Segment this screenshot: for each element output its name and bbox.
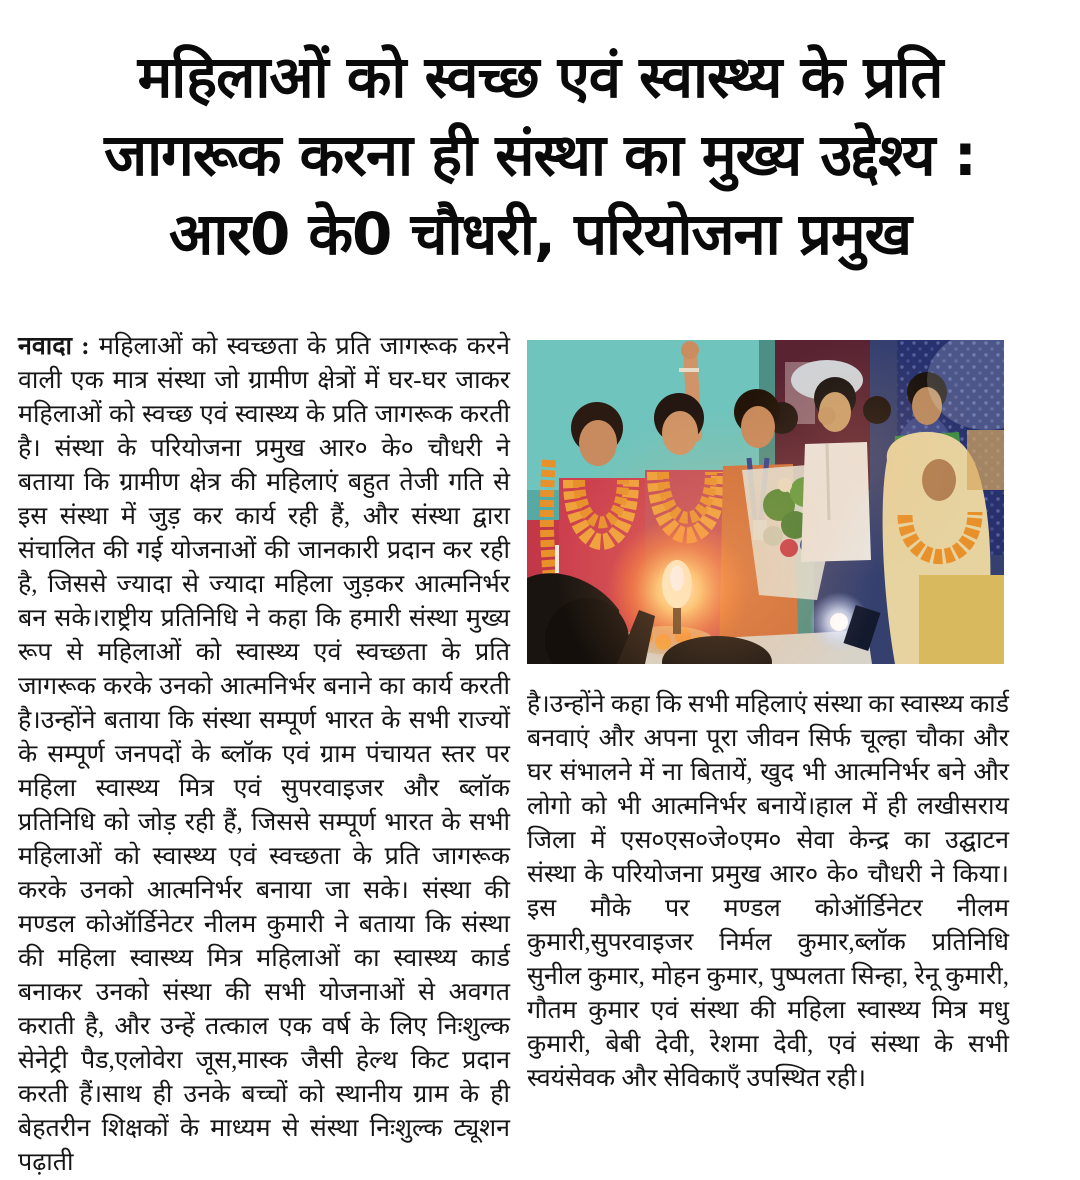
right-column-text: है।उन्होंने कहा कि सभी महिलाएं संस्था का स्वास्थ्य कार्ड बनवाएं और अपना पूरा जीवन सिर्फ चूल्हा चौका और घर संभालने में ना बितायें, खुद भी आत्मनिर्भर बने और लोगो को भी आत्मनिर्भर बनायें।हाल में ही लखीसराय जिला में एस०एस०जे०एम० सेवा केन्द्र का उद्घाटन संस्था के परियोजना प्रमुख आर० के० चौधरी ने किया।इस मौके पर मण्डल कोऑर्डिनेटर नीलम कुमारी,सुपरवाइजर निर्मल कुमार,ब्लॉक प्रतिनिधि सुनील कुमार, मोहन कुमार, पुष्पलता सिन्हा, रेनू कुमारी, गौतम कुमार एवं संस्था की महिला स्वास्थ्य मित्र मधु कुमारी, बेबी देवी, रेशमा देवी, एवं संस्था के सभी स्वयंसेवक और सेविकाएँ उपस्थित रही। xyxy=(527,691,1009,1092)
article-left-column xyxy=(18,330,510,1176)
headline-line-1: महिलाओं को स्वच्छ एवं स्वास्थ्य के प्रति xyxy=(137,43,943,111)
article-right-column xyxy=(527,340,1009,1092)
left-column-text: महिलाओं को स्वच्छता के प्रति जागरूक करने वाली एक मात्र संस्था जो ग्रामीण क्षेत्रों में घर-घर जाकर महिलाओं को स्वच्छ एवं स्वास्थ्य के प्रति जागरूक करती है। संस्था के परियोजना प्रमुख आर० के० चौधरी ने बताया कि ग्रामीण क्षेत्र की महिलाएं बहुत तेजी गति से इस संस्था में जुड़ कर कार्य रही हैं, और संस्था द्वारा संचालित की गई योजनाओं की जानकारी प्रदान कर रही है, जिससे ज्यादा से ज्यादा महिला जुड़कर आत्मनिर्भर बन सके।राष्ट्रीय प्रतिनिधि ने कहा कि हमारी संस्था मुख्य रूप से महिलाओं को स्वास्थ्य एवं स्वच्छता के प्रति जागरूक करके उनको आत्मनिर्भर बनाने का कार्य करती है।उन्होंने बताया कि संस्था सम्पूर्ण भारत के सभी राज्यों के सम्पूर्ण जनपदों के ब्लॉक एवं ग्राम पंचायत स्तर पर महिला स्वास्थ्य मित्र एवं सुपरवाइजर और ब्लॉक प्रतिनिधि को जोड़ रही हैं, जिससे सम्पूर्ण भारत के सभी महिलाओं को स्वास्थ्य एवं स्वच्छता के प्रति जागरूक करके उनको आत्मनिर्भर बनाया जा सके। संस्था की मण्डल कोऑर्डिनेटर नीलम कुमारी ने बताया कि संस्था की महिला स्वास्थ्य मित्र महिलाओं का स्वास्थ्य कार्ड बनाकर उनको संस्था की सभी योजनाओं से अवगत कराती है, और उन्हें तत्काल एक वर्ष के लिए निःशुल्क सेनेट्री पैड,एलोवेरा जूस,मास्क जैसी हेल्थ किट प्रदान करती हैं।साथ ही उनके बच्चों को स्थानीय ग्राम के ही बेहतरीन शिक्षकों के माध्यम से संस्था निःशुल्क ट्यूशन पढ़ाती xyxy=(18,333,510,1176)
article-body-right xyxy=(527,688,1009,1096)
article-body-left xyxy=(18,330,510,1180)
headline-line-2: जागरूक करना ही संस्था का मुख्य उद्देश्य : xyxy=(104,121,976,190)
article-photo xyxy=(527,340,1004,664)
ceremony-photo-illustration xyxy=(527,340,1004,664)
dateline: नवादा : xyxy=(18,333,90,360)
headline-line-3: आर0 के0 चौधरी, परियोजना प्रमुख xyxy=(168,199,912,268)
article-headline xyxy=(8,38,1072,273)
